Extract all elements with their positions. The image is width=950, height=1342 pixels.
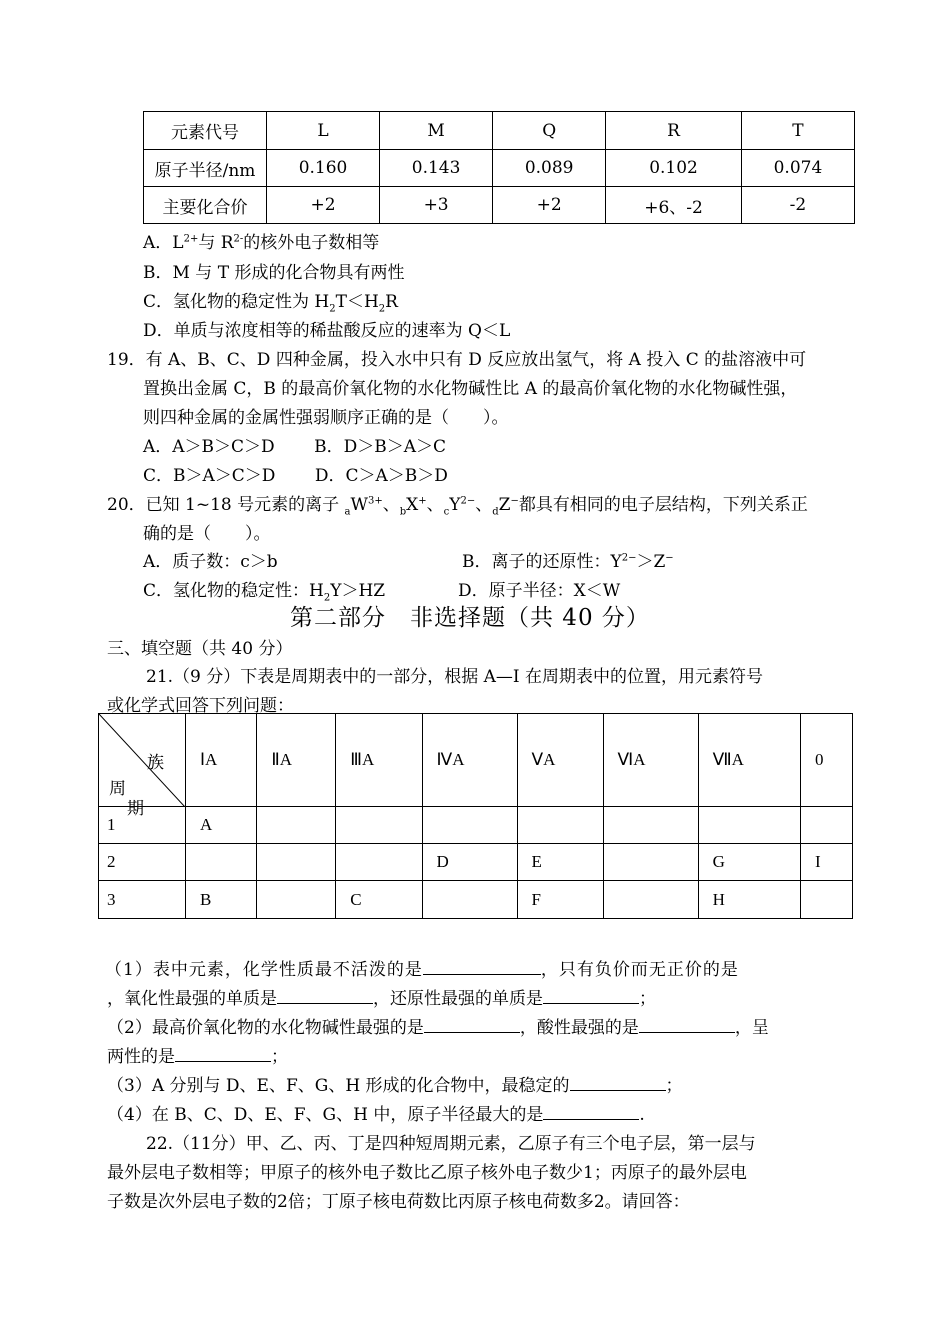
q21-subquestion-4 bbox=[107, 1100, 645, 1125]
table-cell: 0.089 bbox=[493, 150, 606, 187]
q19-options-cd: C．B＞A＞C＞D D．C＞A＞B＞D bbox=[143, 466, 448, 486]
subquestion-text: ，酸性最强的是 bbox=[519, 1018, 639, 1038]
table-header-cell: T bbox=[741, 112, 854, 150]
table-cell: 0.102 bbox=[606, 150, 742, 187]
table-cell: 0.074 bbox=[741, 150, 854, 187]
group-header-cell: ⅢA bbox=[336, 714, 422, 807]
table-header-cell: R bbox=[606, 112, 742, 150]
subquestion-text: ； bbox=[665, 1076, 683, 1096]
table-cell: +2 bbox=[267, 187, 380, 224]
element-cell bbox=[257, 881, 336, 919]
q18-a-text: A．L bbox=[143, 233, 184, 253]
subquestion-text: （2）最高价氧化物的水化物碱性最强的是 bbox=[107, 1018, 424, 1038]
subquestion-text: （1）表中元素，化学性质最不活泼的是 bbox=[105, 960, 423, 980]
period-number-cell: 2 bbox=[99, 844, 186, 881]
answer-blank[interactable] bbox=[543, 1105, 639, 1120]
charge-superscript: − bbox=[665, 552, 674, 564]
q19-stem-line2: 置换出金属 C，B 的最高价氧化物的水化物碱性比 A 的最高价氧化物的水化物碱性强， bbox=[143, 379, 798, 399]
q18-a-text: 与 R bbox=[198, 233, 234, 253]
table-header-cell: M bbox=[380, 112, 493, 150]
subscript: 2 bbox=[378, 303, 386, 315]
charge-superscript: 2+ bbox=[183, 233, 199, 245]
table-cell: 0.160 bbox=[267, 150, 380, 187]
ion-symbol: Y bbox=[449, 495, 461, 515]
period-row bbox=[99, 844, 853, 881]
element-cell: B bbox=[186, 881, 257, 919]
q20-b-text: B．离子的还原性：Y bbox=[462, 552, 622, 572]
subquestion-text: 两性的是 bbox=[107, 1047, 175, 1067]
element-cell bbox=[603, 881, 698, 919]
q18-option-a bbox=[143, 228, 379, 253]
q21-subquestion-3 bbox=[107, 1071, 683, 1096]
element-cell bbox=[698, 807, 800, 844]
table-header-cell: L bbox=[267, 112, 380, 150]
subquestion-text: （4）在 B、C、D、E、F、G、H 中，原子半径最大的是 bbox=[107, 1105, 544, 1125]
q22-stem-line2: 最外层电子数相等；甲原子的核外电子数比乙原子核外电子数少1；丙原子的最外层电 bbox=[107, 1163, 747, 1183]
q19-stem-line3: 则四种金属的金属性强弱顺序正确的是（ ）。 bbox=[143, 408, 509, 428]
table-cell: -2 bbox=[741, 187, 854, 224]
q21-subquestion-1-cont bbox=[107, 984, 656, 1009]
q20-option-a: A．质子数：c＞b bbox=[143, 552, 278, 572]
charge-superscript: 3+ bbox=[368, 495, 383, 507]
q20-option-d: D．原子半径：X＜W bbox=[458, 581, 621, 601]
ion-symbol: X bbox=[406, 495, 419, 515]
q20-c-text: Y＞HZ bbox=[330, 581, 386, 601]
element-cell bbox=[517, 807, 603, 844]
q21-subquestion-2 bbox=[107, 1013, 769, 1038]
periodic-table-fragment bbox=[98, 713, 853, 919]
element-cell: A bbox=[186, 807, 257, 844]
subscript: c bbox=[443, 506, 450, 518]
q18-option-b: B．M 与 T 形成的化合物具有两性 bbox=[143, 263, 405, 283]
q20-stem-line2: 确的是（ ）。 bbox=[143, 524, 271, 544]
q18-option-c bbox=[143, 287, 398, 314]
answer-blank[interactable] bbox=[277, 989, 373, 1004]
element-cell bbox=[603, 844, 698, 881]
element-cell: D bbox=[422, 844, 517, 881]
table-header-cell: Q bbox=[493, 112, 606, 150]
q22-stem-line1: 22.（11分）甲、乙、丙、丁是四种短周期元素，乙原子有三个电子层，第一层与 bbox=[146, 1134, 756, 1154]
q18-c-text: R bbox=[385, 292, 398, 312]
q18-c-text: T＜H bbox=[335, 292, 379, 312]
subquestion-text: . bbox=[639, 1105, 645, 1125]
period-number-cell: 1 bbox=[99, 807, 186, 844]
period-row bbox=[99, 881, 853, 919]
element-cell bbox=[257, 807, 336, 844]
q18-a-text: 的核外电子数相等 bbox=[243, 233, 380, 253]
subquestion-text: ，只有负价而无正价的是 bbox=[540, 960, 739, 980]
q20-text: 都具有相同的电子层结构，下列关系正 bbox=[518, 495, 808, 515]
ion-symbol: Z bbox=[498, 495, 511, 515]
corner-label-period1: 周 bbox=[109, 779, 126, 798]
element-cell: E bbox=[517, 844, 603, 881]
q21-stem-line1: 21.（9 分）下表是周期表中的一部分，根据 A—I 在周期表中的位置，用元素符号 bbox=[146, 667, 764, 687]
charge-superscript: 2- bbox=[233, 233, 244, 245]
element-cell bbox=[800, 881, 852, 919]
subquestion-text: （3）A 分别与 D、E、F、G、H 形成的化合物中，最稳定的 bbox=[107, 1076, 570, 1096]
element-cell: I bbox=[800, 844, 852, 881]
q20-option-b bbox=[462, 547, 674, 572]
answer-blank[interactable] bbox=[423, 960, 541, 975]
table-header-cell: 元素代号 bbox=[144, 112, 267, 150]
table-cell: +3 bbox=[380, 187, 493, 224]
subquestion-text: ，呈 bbox=[734, 1018, 769, 1038]
element-data-table bbox=[143, 111, 855, 224]
element-cell: G bbox=[698, 844, 800, 881]
element-cell: F bbox=[517, 881, 603, 919]
q20-stem-line1: 20．已知 1~18 号元素的离子 $_aW^{3+}$、$_b$X+、$_cY^{2-}$、$_d$Z−都具有相同的电子层结构，下列关系正 bbox=[107, 495, 808, 518]
subscript: b bbox=[399, 506, 407, 518]
subquestion-text: ，氧化性最强的单质是 bbox=[107, 989, 277, 1009]
table-row bbox=[144, 150, 855, 187]
element-cell bbox=[422, 881, 517, 919]
element-cell: C bbox=[336, 881, 422, 919]
subquestion-text: ； bbox=[639, 989, 656, 1009]
corner-header-cell bbox=[99, 714, 186, 818]
group-header-cell: 0 bbox=[800, 714, 852, 807]
q21-subquestion-1 bbox=[105, 955, 739, 980]
table-row-label: 主要化合价 bbox=[144, 187, 267, 224]
subscript: d bbox=[492, 506, 499, 518]
group-header-cell: ⅥA bbox=[603, 714, 698, 807]
q20-b-text: ＞Z bbox=[636, 552, 666, 572]
element-cell bbox=[603, 807, 698, 844]
q22-stem-line3: 子数是次外层电子数的2倍；丁原子核电荷数比丙原子核电荷数多2。请回答： bbox=[107, 1192, 690, 1212]
element-cell bbox=[422, 807, 517, 844]
corner-label-period2: 期 bbox=[127, 799, 144, 818]
subquestion-text: ，还原性最强的单质是 bbox=[373, 989, 543, 1009]
period-number-cell: 3 bbox=[99, 881, 186, 919]
charge-superscript: 2− bbox=[621, 552, 637, 564]
charge-superscript: − bbox=[510, 495, 519, 507]
subscript: 2 bbox=[323, 592, 331, 604]
element-cell: H bbox=[698, 881, 800, 919]
element-cell bbox=[186, 844, 257, 881]
q19-options-ab: A．A＞B＞C＞D B．D＞B＞A＞C bbox=[143, 437, 446, 457]
answer-blank[interactable] bbox=[543, 989, 639, 1004]
group-header-cell: ⅤA bbox=[517, 714, 603, 807]
element-cell bbox=[336, 807, 422, 844]
part2-title: 第二部分 非选择题（共 40 分） bbox=[290, 605, 650, 631]
table-cell: +2 bbox=[493, 187, 606, 224]
q18-c-text: C．氢化物的稳定性为 H bbox=[143, 292, 330, 312]
q21-subquestion-2-cont bbox=[107, 1042, 288, 1067]
table-cell: +6、-2 bbox=[606, 187, 742, 224]
period-row bbox=[99, 807, 853, 844]
table-header-row bbox=[144, 112, 855, 150]
group-header-cell: ⅦA bbox=[698, 714, 800, 807]
group-header-cell: ⅡA bbox=[257, 714, 336, 807]
ion-symbol: W bbox=[350, 495, 368, 515]
table-row-label: 原子半径/nm bbox=[144, 150, 267, 187]
subquestion-text: ； bbox=[271, 1047, 288, 1067]
q20-c-text: C．氢化物的稳定性：H bbox=[143, 581, 324, 601]
group-header-cell: ⅣA bbox=[422, 714, 517, 807]
group-header-row bbox=[99, 714, 853, 807]
subscript: 2 bbox=[329, 303, 336, 315]
group-header-cell: ⅠA bbox=[186, 714, 257, 807]
answer-blank[interactable] bbox=[175, 1047, 271, 1062]
element-cell bbox=[257, 844, 336, 881]
charge-superscript: + bbox=[418, 495, 427, 507]
corner-label-group: 族 bbox=[147, 753, 164, 772]
section3-heading: 三、填空题（共 40 分） bbox=[107, 639, 293, 659]
element-cell bbox=[800, 807, 852, 844]
q19-stem-line1: 19．有 A、B、C、D 四种金属，投入水中只有 D 反应放出氢气，将 A 投入 C 的盐溶液中可 bbox=[107, 350, 807, 370]
q20-text: 20．已知 1~18 号元素的离子 bbox=[107, 495, 345, 515]
table-cell: 0.143 bbox=[380, 150, 493, 187]
answer-blank[interactable] bbox=[570, 1076, 666, 1091]
answer-blank[interactable] bbox=[424, 1018, 520, 1033]
table-row bbox=[144, 187, 855, 224]
charge-superscript: 2− bbox=[460, 495, 476, 507]
subscript: a bbox=[344, 506, 351, 518]
q18-option-d: D．单质与浓度相等的稀盐酸反应的速率为 Q＜L bbox=[143, 321, 511, 341]
q21-stem-line2: 或化学式回答下列问题： bbox=[107, 696, 294, 716]
answer-blank[interactable] bbox=[639, 1018, 735, 1033]
element-cell bbox=[336, 844, 422, 881]
